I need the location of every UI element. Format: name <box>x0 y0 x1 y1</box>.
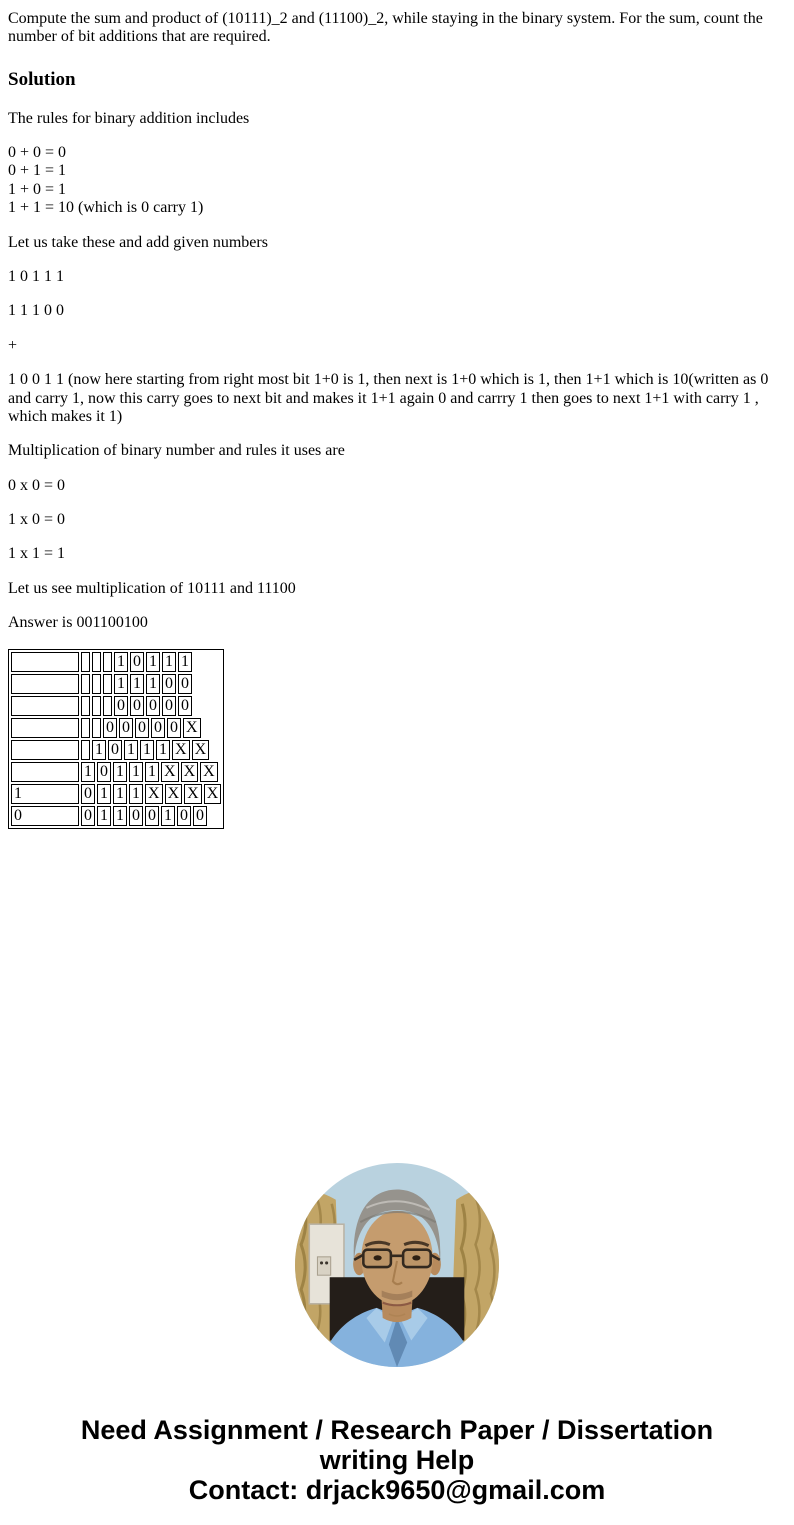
multiply-see-intro: Let us see multiplication of 10111 and 11100 <box>8 579 296 597</box>
table-cell: 0 <box>178 696 192 716</box>
table-cell <box>92 696 101 716</box>
footer-line-1: Need Assignment / Research Paper / Dissertation <box>80 1414 714 1445</box>
table-cell <box>81 674 90 694</box>
table-cell: 1 <box>92 740 106 760</box>
table-cell: 1 <box>113 806 127 826</box>
table-row <box>11 740 221 760</box>
table-cell <box>81 718 90 738</box>
table-cell: X <box>183 718 201 738</box>
table-cell <box>11 718 79 738</box>
tutor-photo-illustration <box>295 1163 499 1367</box>
table-cell: 1 <box>129 762 143 782</box>
table-cell: 1 <box>130 674 144 694</box>
addition-rule: 1 + 0 = 1 <box>8 180 67 198</box>
table-cell: 0 <box>114 696 128 716</box>
sum-result-note: 1 0 0 1 1 (now here starting from right most bit 1+0 is 1, then next is 1+0 which is 1, then 1+1 which is 10(written as 0 and carry 1, now this carry goes to next bit and makes it 1+1 again 0 and carrry 1 then goes to next 1+1 with carry 1 , which makes it 1) <box>8 371 769 425</box>
table-cell: 0 <box>146 696 160 716</box>
solution-heading: Solution <box>8 68 76 90</box>
table-cell: 1 <box>146 674 160 694</box>
table-cell: 1 <box>81 762 95 782</box>
table-row <box>11 652 221 672</box>
table-cell <box>11 674 79 694</box>
table-cell: 1 <box>161 806 175 826</box>
table-cell <box>92 674 101 694</box>
table-cell: 0 <box>130 652 144 672</box>
table-cell: 0 <box>130 696 144 716</box>
table-cell <box>11 652 79 672</box>
table-cell: 1 <box>145 762 159 782</box>
table-cell: 0 <box>162 674 176 694</box>
table-row <box>11 696 221 716</box>
table-cell <box>103 652 112 672</box>
footer-ad <box>8 1415 786 1505</box>
answer-line: Answer is 001100100 <box>8 614 148 632</box>
table-cell: 0 <box>119 718 133 738</box>
table-cell: 1 <box>113 762 127 782</box>
table-cell: 1 <box>97 806 111 826</box>
table-cell: X <box>204 784 222 804</box>
table-cell: 0 <box>135 718 149 738</box>
table-cell <box>11 740 79 760</box>
table-cell <box>92 652 101 672</box>
table-cell: 0 <box>145 806 159 826</box>
table-row <box>11 806 221 826</box>
table-cell: X <box>161 762 179 782</box>
table-cell: 0 <box>97 762 111 782</box>
addition-rule: 0 + 0 = 0 <box>8 144 67 162</box>
addition-rule: 1 + 1 = 10 (which is 0 carry 1) <box>8 199 204 217</box>
table-cell: 0 <box>162 696 176 716</box>
multiplication-rule: 0 x 0 = 0 <box>8 476 66 494</box>
table-cell: X <box>181 762 199 782</box>
table-cell: 0 <box>108 740 122 760</box>
tutor-photo <box>295 1163 499 1367</box>
table-cell: 1 <box>146 652 160 672</box>
table-cell: 0 <box>167 718 181 738</box>
addend-2: 1 1 1 0 0 <box>8 302 64 320</box>
table-cell: 1 <box>124 740 138 760</box>
table-cell <box>11 762 79 782</box>
table-cell: X <box>200 762 218 782</box>
table-row <box>11 784 221 804</box>
table-cell: 1 <box>113 784 127 804</box>
plus-operator: + <box>8 336 18 354</box>
table-cell: X <box>165 784 183 804</box>
table-cell: 1 <box>140 740 154 760</box>
footer-contact-email: Contact: drjack9650@gmail.com <box>188 1474 606 1505</box>
table-cell: 0 <box>151 718 165 738</box>
table-cell: 1 <box>156 740 170 760</box>
table-cell: 1 <box>129 784 143 804</box>
table-cell: 0 <box>11 806 79 826</box>
table-cell: 0 <box>103 718 117 738</box>
table-cell: 0 <box>178 674 192 694</box>
table-cell: 0 <box>193 806 207 826</box>
table-cell: 0 <box>129 806 143 826</box>
addend-1: 1 0 1 1 1 <box>8 267 64 285</box>
table-cell: 1 <box>162 652 176 672</box>
multiplication-rule: 1 x 0 = 0 <box>8 511 66 529</box>
table-cell <box>92 718 101 738</box>
avatar-section <box>8 1163 786 1367</box>
table-cell: 1 <box>11 784 79 804</box>
table-cell: 1 <box>114 674 128 694</box>
binary-work-table <box>8 649 224 829</box>
addition-rules-intro: The rules for binary addition includes <box>8 109 250 127</box>
problem-statement: Compute the sum and product of (10111)_2 and (11100)_2, while staying in the binary system. For the sum, count the number of bit additions that are required. <box>8 10 763 46</box>
add-numbers-intro: Let us take these and add given numbers <box>8 233 268 251</box>
table-cell: 0 <box>81 784 95 804</box>
table-cell: X <box>145 784 163 804</box>
addition-rules-block <box>8 144 786 218</box>
table-row <box>11 674 221 694</box>
footer-line-2: writing Help <box>319 1444 475 1475</box>
table-cell <box>103 674 112 694</box>
multiplication-intro: Multiplication of binary number and rules it uses are <box>8 442 345 460</box>
table-cell: 0 <box>81 806 95 826</box>
table-cell: 1 <box>114 652 128 672</box>
table-cell <box>81 696 90 716</box>
table-cell: 1 <box>97 784 111 804</box>
table-cell: X <box>192 740 210 760</box>
table-row <box>11 718 221 738</box>
table-cell <box>81 740 90 760</box>
table-cell: 1 <box>178 652 192 672</box>
table-cell: X <box>172 740 190 760</box>
table-row <box>11 762 221 782</box>
table-cell <box>81 652 90 672</box>
table-cell: 0 <box>177 806 191 826</box>
table-cell <box>103 696 112 716</box>
table-cell: X <box>184 784 202 804</box>
addition-rule: 0 + 1 = 1 <box>8 162 67 180</box>
table-cell <box>11 696 79 716</box>
multiplication-rule: 1 x 1 = 1 <box>8 545 66 563</box>
